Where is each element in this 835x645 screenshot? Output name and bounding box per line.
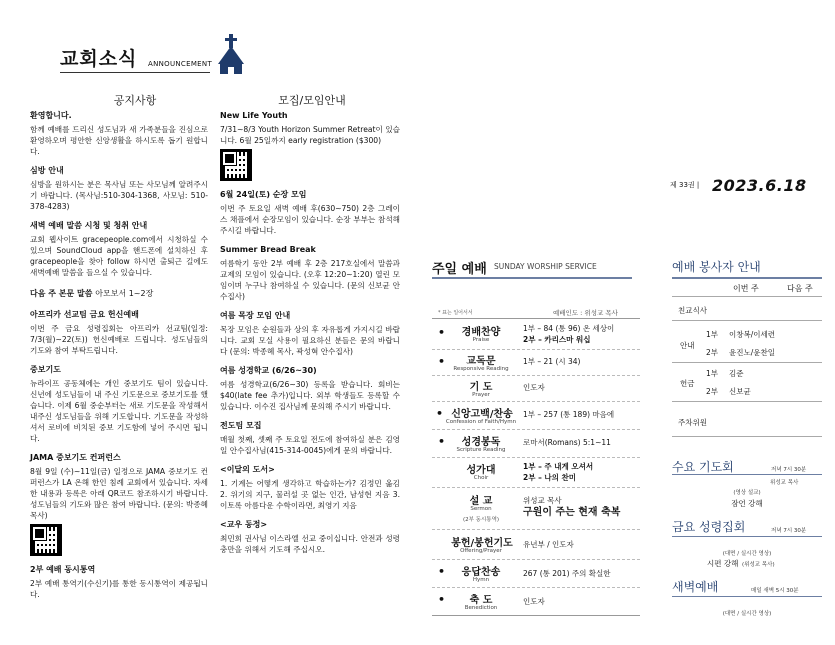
servants-divider: [672, 436, 822, 437]
fri-service-note: (대면 / 실시간 영상): [722, 551, 772, 557]
notice-head: 아프리카 선교팀 금요 헌신예배: [30, 310, 139, 319]
wed-service-title: 수요 기도회: [672, 460, 734, 474]
notices-title: 공지사항: [113, 94, 157, 107]
offering-names: 신보균: [729, 387, 751, 396]
recruit-body: 여름학기 동안 2부 예배 후 2층 217호실에서 말씀과 교제의 모임이 있습니다. (오후 12:20~1:20) 열린 모임이며 누구나 참여하실 수 있습니다. (문의 신보균 안수집사): [220, 259, 400, 301]
notice-head: 2부 예배 동시통역: [30, 565, 96, 574]
order-name-en: Hymn: [472, 577, 490, 583]
recruit-column: [220, 110, 400, 555]
wed-service-topic: 잠언 강해: [731, 499, 763, 508]
servants-col-next-week: 다음 주: [787, 284, 813, 293]
notices-column: [30, 110, 208, 600]
order-name-en: Benediction: [464, 605, 498, 611]
order-detail: 1부 – 84 (통 96) 온 세상이: [523, 324, 615, 333]
worship-row: [432, 530, 640, 560]
parking-label: 주차위원: [678, 418, 707, 427]
order-name: 봉헌/봉헌기도: [451, 538, 513, 549]
notice-body: 심방을 원하시는 분은 목사님 또는 사모님께 알려주시기 바랍니다. (목사님:510-304-1368, 사모님: 510-378-4283): [30, 180, 208, 211]
order-name-en-note: (2부 동시통역): [462, 517, 500, 523]
fri-service-rule: [672, 536, 822, 537]
recruit-body: 7/31~8/3 Youth Horizon Summer Retreat이 있습니다. 6월 25일까지 early registration ($300): [220, 125, 400, 145]
header-rule: [60, 72, 210, 73]
servants-divider: [672, 401, 822, 402]
recruit-body: 매월 첫째, 셋째 주 토요일 전도에 참여하실 분은 김영일 안수집사님(415-314-0045)에게 문의 바랍니다.: [220, 435, 400, 455]
order-name: 기 도: [469, 382, 493, 393]
notice-body: 함께 예배를 드리신 성도님과 새 가족분들을 진심으로 환영하오며 평안한 신앙생활을 하시도록 돕기 원합니다.: [30, 125, 208, 156]
recruit-body: 목장 모임은 순원들과 상의 후 자유롭게 가지시길 바랍니다. 교회 모실 사용이 필요하신 분들은 문의 바랍니다 (문의: 박종혜 목사, 곽성혁 안수집사): [220, 325, 400, 356]
worship-row: [432, 560, 640, 588]
order-name-en: Responsive Reading: [453, 366, 509, 372]
order-name: 경배찬양: [461, 327, 501, 338]
offering-part: 1부: [706, 369, 719, 378]
usher-names: 이창복/이세련: [729, 330, 775, 339]
order-detail: 2부 – 카리스마 워십: [523, 335, 591, 344]
worship-table-rule: [432, 318, 640, 319]
order-name-en: Choir: [473, 475, 489, 481]
recruit-title: 모집/모임안내: [278, 94, 346, 107]
notice-head: JAMA 중보기도 컨퍼런스: [30, 453, 121, 462]
order-name: 신앙고백/찬송: [451, 409, 513, 420]
wed-service-rule: [672, 474, 822, 475]
order-detail: 인도자: [523, 597, 545, 606]
order-name-en: Confession of Faith/Hymn: [445, 419, 517, 425]
order-name: 성가대: [466, 465, 496, 476]
order-detail: 인도자: [523, 383, 545, 392]
youth-qr-code[interactable]: [220, 149, 252, 181]
usher-names: 윤진노/윤찬일: [729, 348, 775, 357]
servants-divider: [672, 362, 822, 363]
worship-subtitle: SUNDAY WORSHIP SERVICE: [494, 262, 597, 271]
standing-mark: •: [438, 435, 446, 448]
worship-rule: [432, 277, 632, 279]
dawn-service-title: 새벽예배: [672, 580, 719, 594]
recruit-head: Summer Bread Break: [220, 245, 316, 254]
worship-row: [432, 488, 640, 530]
order-name-en: Praise: [472, 337, 490, 343]
worship-note: * 표는 일어서서: [438, 310, 473, 316]
page-title: 교회소식: [60, 48, 138, 70]
worship-leader: 예배인도 : 위성교 목사: [553, 309, 618, 317]
order-name: 교독문: [466, 356, 496, 367]
order-name: 설 교: [469, 496, 493, 507]
recruit-body: 이번 주 토요일 새벽 예배 후(630~750) 2층 그레이스 채플에서 순장모임이 있습니다. 순장 부부는 참석해 주시길 바랍니다.: [220, 204, 400, 235]
notice-head: 새벽 예배 말씀 시청 및 청취 안내: [30, 221, 148, 230]
notice-body: 교회 웹사이트 gracepeople.com에서 시청하실 수 있으며 SoundCloud app을 핸드폰에 설치하신 후 gracepeople을 찾아 follow 하시면 출퇴근 길에도 새벽예배 말씀을 들으실 수 있습니다.: [30, 235, 208, 277]
usher-part: 2부: [706, 348, 719, 357]
notice-head: 심방 안내: [30, 166, 64, 175]
order-name: 응답찬송: [461, 567, 501, 578]
order-detail: 2부 – 나의 찬미: [523, 473, 577, 482]
order-detail: 로마서(Romans) 5:1~11: [523, 438, 611, 447]
dawn-service-time: 매일 새벽 5시 30분: [751, 588, 799, 594]
standing-mark: •: [438, 355, 446, 368]
order-name-en: Prayer: [472, 392, 490, 398]
servants-title: 예배 봉사자 안내: [672, 260, 761, 274]
recruit-head: 6월 24일(토) 순장 모임: [220, 190, 307, 199]
standing-mark: •: [436, 407, 444, 420]
order-detail: 1부 – 21 (시 34): [523, 357, 581, 366]
wed-service-time: 저녁 7시 30분: [771, 467, 807, 473]
order-detail: 위성교 목사: [523, 496, 562, 505]
order-name: 성경봉독: [461, 437, 501, 448]
recruit-head: <이달의 도서>: [220, 465, 275, 474]
worship-row: [432, 350, 640, 376]
issue-date: 2023.6.18: [712, 176, 807, 195]
usher-part: 1부: [706, 330, 719, 339]
usher-label: 안내: [680, 341, 695, 350]
servants-rule: [672, 277, 822, 279]
standing-mark: •: [438, 326, 446, 339]
recruit-body: 1. 기계는 어떻게 생각하고 학습하는가? 김정민 옮김 2. 위기의 지구, 물러설 곳 없는 인간, 남성현 지음 3. 이토록 아름다운 수학이라면, 최영기 지음: [220, 479, 400, 510]
notice-head-extra: 아모보서 1~2장: [95, 289, 154, 298]
fri-service-title: 금요 성령집회: [672, 520, 746, 534]
recruit-body: 여름 성경학교(6/26~30) 등록을 받습니다. 회비는 $40(late fee 추가)입니다. 외부 학생들도 등록할 수 있습니다. 이수진 집사님께 문의해 주시기 바랍니다.: [220, 380, 400, 411]
fri-service-topic: 시편 강해: [707, 559, 739, 568]
recruit-head: 전도팀 모집: [220, 421, 262, 430]
recruit-head: New Life Youth: [220, 111, 288, 120]
order-detail: 267 (통 201) 주의 확실한: [523, 569, 611, 578]
greeting-label: 친교식사: [678, 306, 707, 315]
standing-mark: •: [438, 565, 446, 578]
recruit-head: <교우 동정>: [220, 520, 268, 529]
offering-label: 헌금: [680, 379, 695, 388]
notice-body: 뉴라이프 공동체에는 개인 중보기도 팀이 있습니다. 신년에 성도님들이 내 주신 기도문으로 중보기도를 했습니다. 이제 6월 중순부터는 새로 기도문을 작성해서 내주신 성도님들을 위해 기도합니다. 기도문을 작성하셔서 로비에 비치된 중보 기도함에 넣어 주시면 됩니다.: [30, 379, 208, 443]
fri-service-leader: (위성교 목사): [742, 562, 775, 568]
wed-service-note: (영상 설교): [733, 490, 761, 496]
notice-head: [30, 288, 208, 299]
recruit-head: 여름 성경학교 (6/26~30): [220, 366, 317, 375]
standing-mark: •: [438, 593, 446, 606]
recruit-head: 여름 목장 모임 안내: [220, 311, 291, 320]
page-subtitle: ANNOUNCEMENT: [148, 60, 213, 68]
order-detail: 유년부 / 인도자: [523, 540, 574, 549]
notice-body: 2부 예배 통역기(수신기)를 통한 동시통역이 제공됩니다.: [30, 579, 208, 599]
notice-head: 중보기도: [30, 365, 61, 374]
worship-row: [432, 430, 640, 458]
church-icon: [216, 34, 246, 74]
notice-head-text: 다음 주 본문 말씀: [30, 289, 93, 298]
order-name-en: Sermon: [470, 506, 492, 512]
notice-head: 환영합니다.: [30, 111, 72, 120]
order-detail: 1부 – 257 (통 189) 마음에: [523, 410, 615, 419]
notice-body: 이번 주 금요 성령집회는 아프리카 선교팀(일정: 7/3(월)~22(토)) 헌신예배로 드립니다. 성도님들의 기도와 참여 부탁드립니다.: [30, 324, 208, 355]
wed-service-leader: 위성교 목사: [770, 480, 799, 486]
order-name-en: Scripture Reading: [456, 447, 506, 453]
worship-row: [432, 320, 640, 350]
worship-row: [432, 458, 640, 488]
worship-row: [432, 376, 640, 402]
order-name-en: Offering/Prayer: [460, 548, 502, 554]
recruit-body: 최민희 권사님 이스라엘 선교 중이십니다. 안전과 성령 충만을 위해서 기도해 주십시오.: [220, 534, 400, 554]
jama-qr-code[interactable]: [30, 524, 62, 556]
fri-service-time: 저녁 7시 30분: [771, 528, 807, 534]
dawn-service-rule: [672, 596, 822, 597]
offering-names: 김준: [729, 369, 744, 378]
worship-title: 주일 예배: [432, 262, 487, 277]
servants-divider: [672, 296, 822, 297]
order-detail: 1부 – 주 내게 오셔서: [523, 462, 594, 471]
order-name: 축 도: [469, 595, 493, 606]
offering-part: 2부: [706, 387, 719, 396]
issue-volume: 제 33권 |: [670, 181, 700, 189]
servants-divider: [672, 320, 822, 321]
servants-col-this-week: 이번 주: [733, 284, 759, 293]
sermon-title: 구원이 주는 현재 축복: [523, 507, 621, 518]
dawn-service-note: (대면 / 실시간 영상): [722, 611, 772, 617]
worship-row: [432, 402, 640, 430]
notice-body: 8월 9일 (수)~11일(금) 일정으로 JAMA 중보기도 컨퍼런스가 LA 온해 한인 침례 교회에서 있습니다. 자세한 내용과 등록은 아래 QR코드 참조하시기 바랍니다. 성도님들의 기도와 많은 참여 바랍니다. (문의: 박종혜 목사): [30, 467, 208, 520]
worship-row: [432, 588, 640, 616]
